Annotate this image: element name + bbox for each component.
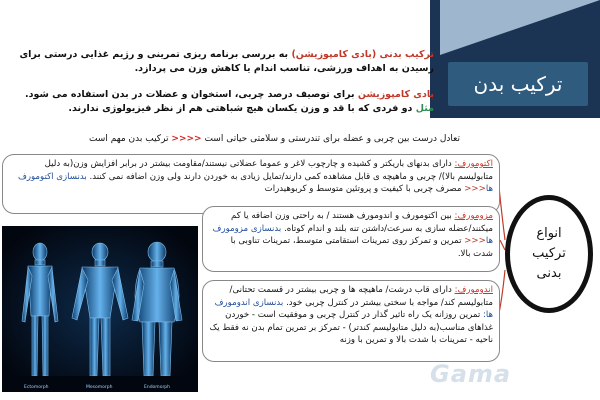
mesomorph-term: مزومورف: <box>454 211 493 221</box>
endomorph-term: اندومورف: <box>454 285 493 295</box>
endomorph-box <box>202 280 500 362</box>
ectomorph-box <box>2 154 500 214</box>
ectomorph-caption: Ectomorph <box>24 385 49 390</box>
watermark-logo: Gama <box>430 360 512 388</box>
intro-term: ترکیب بدنی (بادی کامپوزیشن) <box>291 49 434 60</box>
mesomorph-arrows: <<< <box>464 236 486 246</box>
ectomorph-term: اکتومورف: <box>454 159 493 169</box>
mesomorph-caption: Mesomorph <box>86 385 113 390</box>
mesomorph-text: بین اکتومورف و اندومورف هستند / به راحتی وزن اضافه یا کم میکنند/عضله سازی به سرعت/داشتن تنه بلند و اندام کوتاه. <box>231 211 493 234</box>
ectomorph-tail: مصرف چربی با کیفیت و پروتئین متوسط و کربوهیدرات <box>264 184 465 194</box>
endomorph-caption: Endomorph <box>144 385 171 390</box>
balance-arrows: <<<< <box>171 134 202 144</box>
intro2-term: بادی کامپوزیشن <box>357 89 434 100</box>
ectomorph-text: دارای بدنهای باریکتر و کشیده و چارچوب لاغر و عموما عضلاتی نیستند/مقاومت بیشتر در برابر افزایش وزن(به دلیل متابولیسم بالا)/ چربی و ماهیچه ی قابل مشاهده کمی دارند/تمایل زیادی به خوردن دارند ولی وزن اضافه نمی کنند. <box>44 159 493 182</box>
example-text: دو فردی که با قد و وزن یکسان هیچ شباهتی هم از نظر فیزیولوژی ندارند. <box>68 103 416 114</box>
body-types-label: انواع ترکیب بدنی <box>532 226 566 281</box>
body-types-image <box>2 226 198 392</box>
ectomorph-arrows: <<< <box>464 184 486 194</box>
intro-text: به بررسی برنامه ریزی تمرینی و رژیم غذایی درستی برای رسیدن به اهداف ورزشی، تناسب اندام یا کاهش وزن می پردازد. <box>19 49 434 74</box>
endomorph-text: دارای قاب درشت/ ماهیچه ها و چربی بیشتر در قسمت تحتانی/ متابولیسم کند/ مواجه با سختی بیشتر در کنترل چربی خود. <box>229 285 493 308</box>
mesomorph-tail: تمرین و تمرکز روی تمرینات استقامتی متوسط، تمرینات تناوبی با شدت بالا. <box>230 236 493 259</box>
intro2-text: برای توصیف درصد چربی، استخوان و عضلات در بدن استفاده می شود. <box>25 89 358 100</box>
ectomorph-subtitle: بدنسازی اکتومورف ها <box>17 171 493 194</box>
endomorph-subtitle: بدنسازی اندومورف ها: <box>214 297 493 320</box>
endomorph-tail: تمرین روزانه یک راه تاثیر گذار در کنترل چربی و موفقیت است - خوردن غذاهای مناسب(به دلیل متابولیسم کندتر) - تمرکز بر تمرین تمام بدن نه فقط یک ناحیه - تمرینات با شدت بالا و تمرین با وزنه <box>209 310 493 345</box>
example-label: مثل <box>415 103 434 114</box>
body-types-circle <box>505 195 593 313</box>
balance-tail: ترکیب بدن مهم است <box>88 134 172 144</box>
mesomorph-subtitle: بدنسازی مزومورف ها <box>212 223 493 246</box>
mesomorph-box <box>202 206 500 272</box>
slide-title: ترکیب بدن <box>448 62 588 106</box>
body-types-illustration <box>2 226 198 392</box>
balance-text: تعادل درست بین چربی و عضله برای تندرستی و سلامتی حیاتی است <box>204 134 460 144</box>
